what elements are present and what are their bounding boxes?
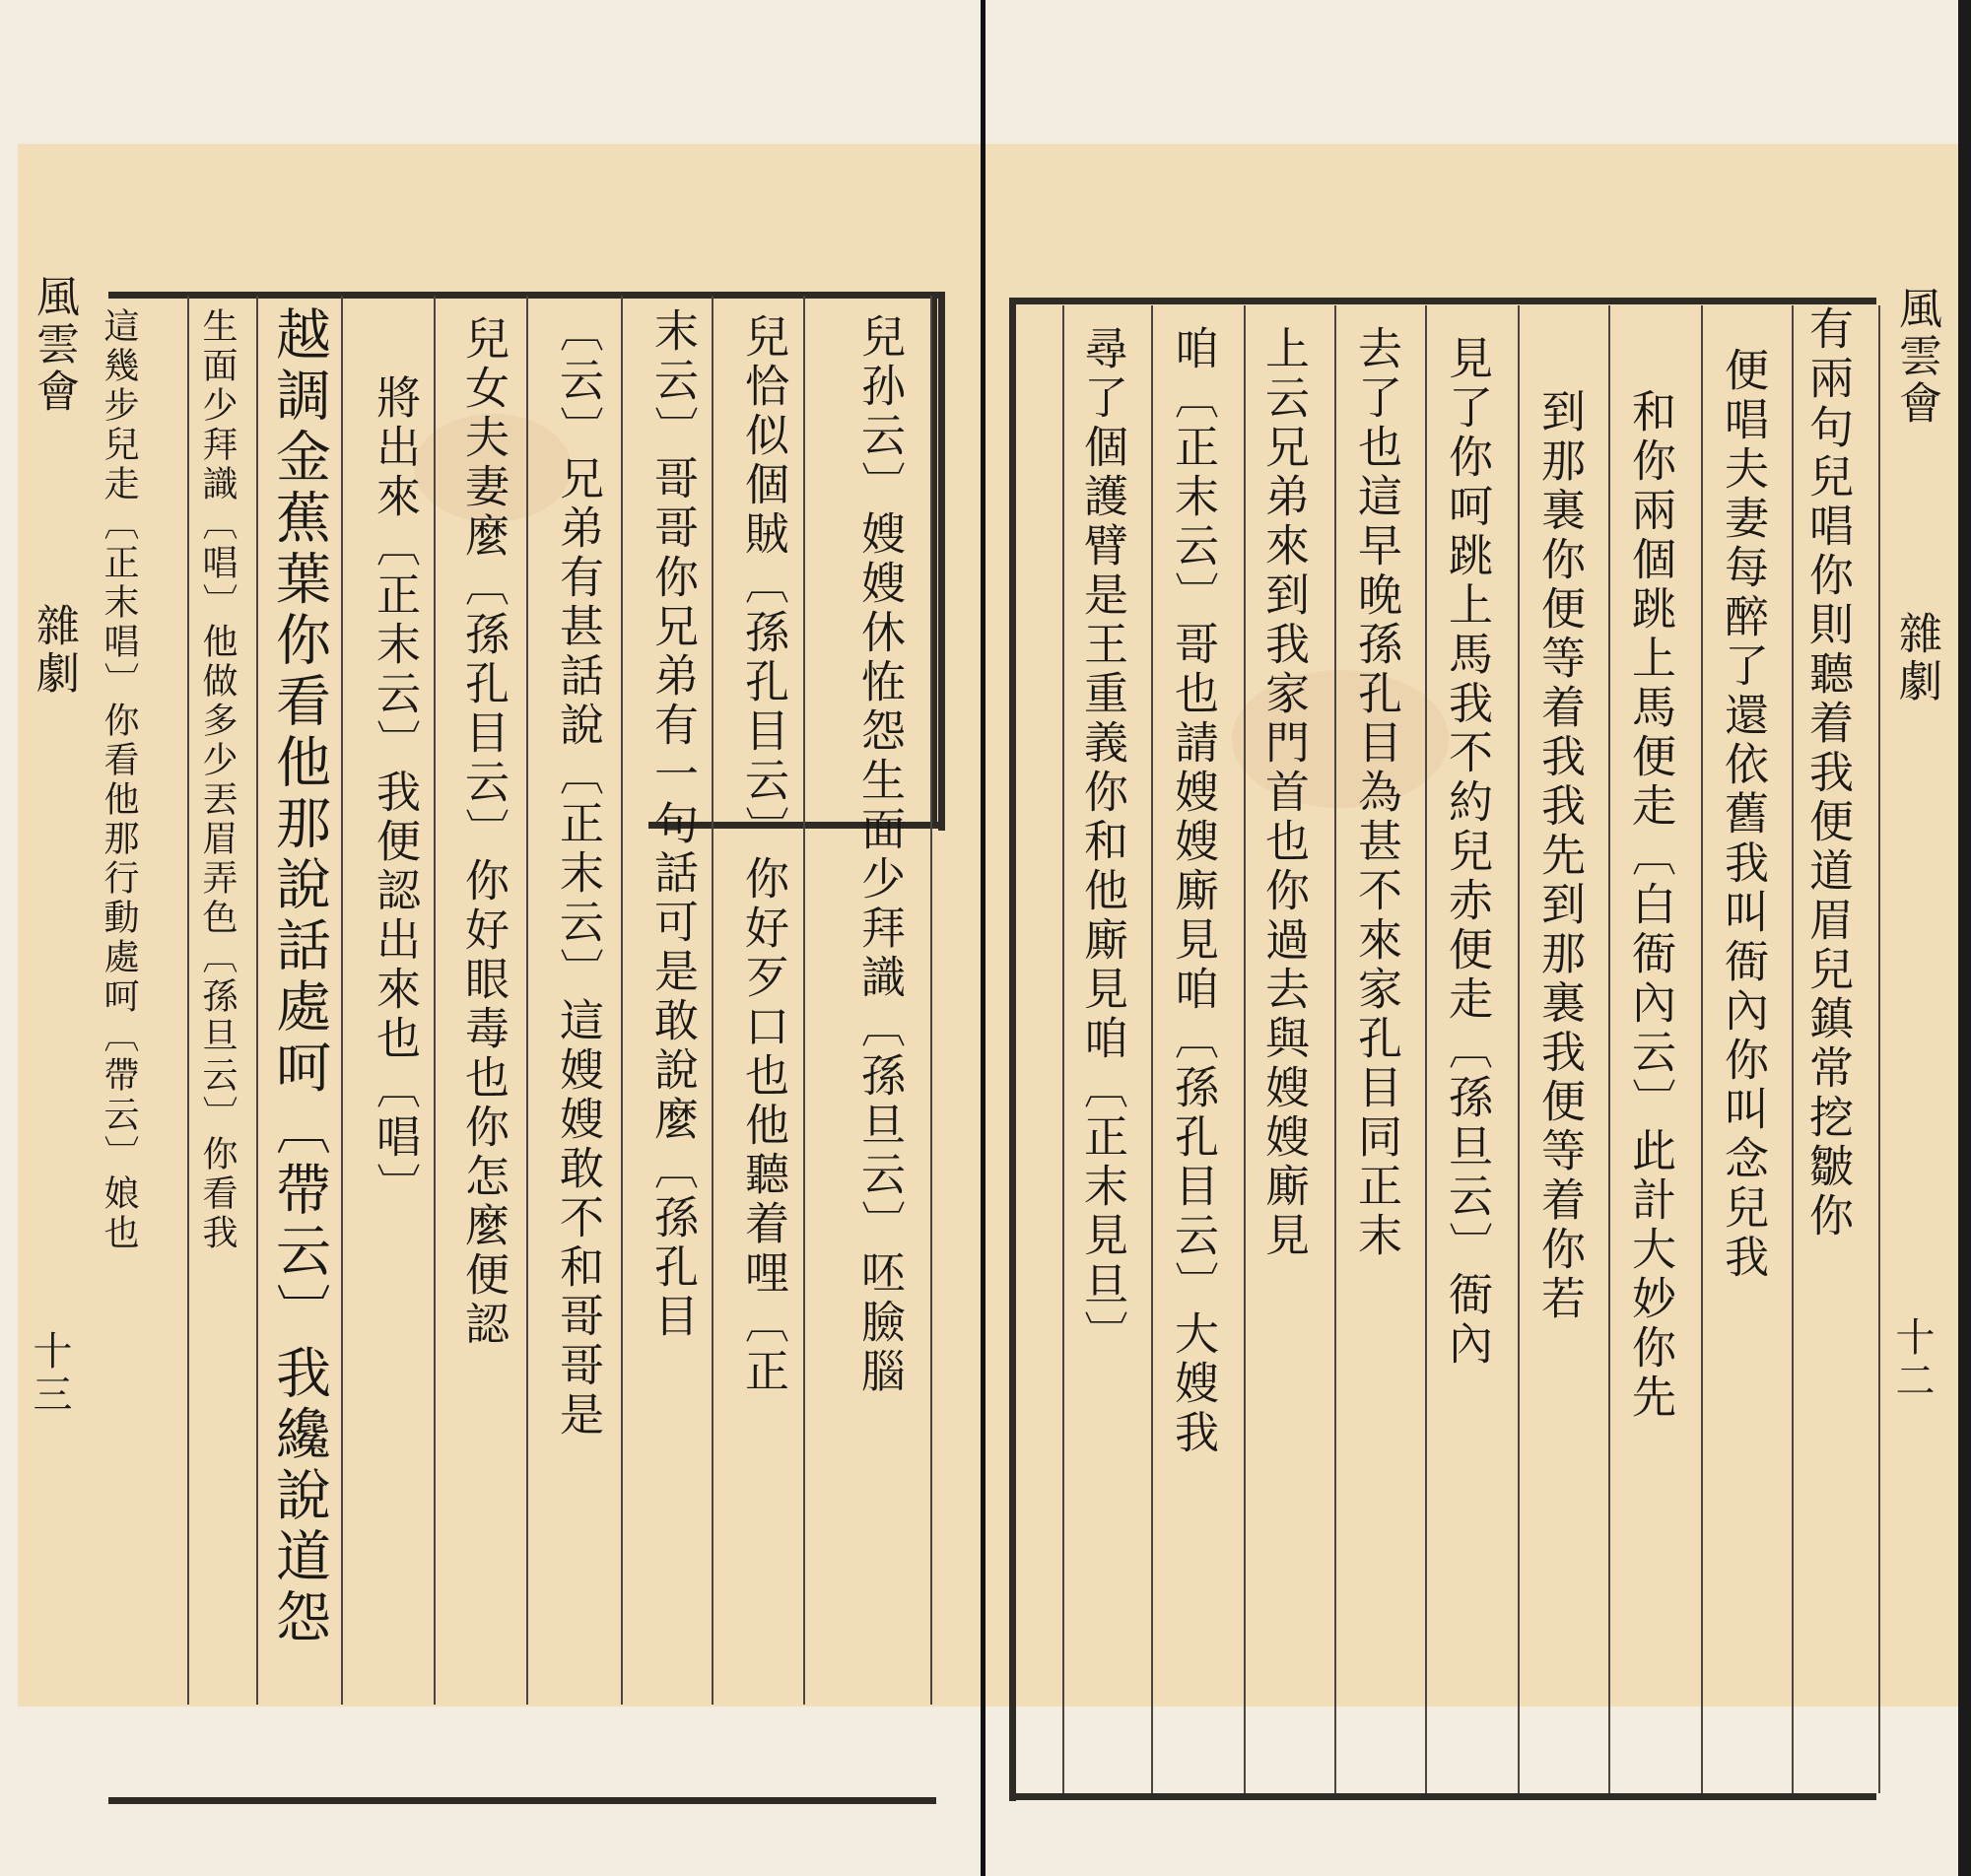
column-rule <box>1062 305 1064 1793</box>
left-folio-number: 十三 <box>27 1330 72 1417</box>
text-column-8: 兒恰似個賊〔孫孔目云〕你好歹口也他聽着哩〔正 <box>737 313 789 1397</box>
right-folio-number: 十二 <box>1889 1316 1935 1403</box>
text-column-4: 將出來〔正末云〕我便認出來也〔唱〕 <box>369 374 421 1212</box>
text-column-1: 這幾步兒走〔正末唱〕你看他那行動處呵〔帶云〕娘也 <box>99 307 139 1253</box>
text-column-5: 見了你呵跳上馬我不約兒赤便走〔孫旦云〕衙內 <box>1441 335 1493 1370</box>
column-rule <box>256 296 258 1705</box>
right-page <box>986 0 1958 1876</box>
text-column-8: 咱〔正末云〕哥也請嫂嫂廝見咱〔孫孔目云〕大嫂我 <box>1167 325 1219 1458</box>
right-margin-title: 風雲會 <box>1891 286 1941 428</box>
text-column-6: 〔云〕兄弟有甚話說〔正末云〕這嫂嫂敢不和哥哥是 <box>552 307 604 1440</box>
column-rule <box>434 296 436 1705</box>
column-rule <box>187 296 189 1705</box>
column-rule <box>341 296 343 1705</box>
column-rule <box>526 296 528 1705</box>
column-rule <box>1518 305 1520 1793</box>
text-column-6: 去了也這早晚孫孔目為甚不來家孔目同正末 <box>1350 325 1402 1261</box>
left-margin-title: 風雲會 <box>29 274 79 416</box>
text-column-9: 兒孙云〕嫂嫂休恠怨生面少拜識〔孫旦云〕呸臉腦 <box>853 313 906 1397</box>
text-column-2: 生面少拜識〔唱〕他做多少丟眉弄色〔孫旦云〕你看我 <box>197 307 238 1253</box>
text-column-3: 越調金蕉葉你看他那說話處呵〔帶云〕我纔說道怨 <box>267 305 331 1649</box>
column-rule <box>1608 305 1610 1793</box>
right-margin-chapter: 雜劇 <box>1891 611 1941 705</box>
column-rule <box>930 296 932 1705</box>
text-column-2: 便唱夫妻每醉了還依舊我叫衙內你叫念兒我 <box>1717 347 1769 1283</box>
column-rule <box>1425 305 1427 1793</box>
right-frame-bottom-rule <box>1009 1793 1876 1800</box>
column-rule <box>1151 305 1153 1793</box>
left-frame-right-border <box>930 292 945 824</box>
right-frame-left-rule <box>1009 298 1016 1801</box>
text-column-1: 有兩句兒唱你則聽着我便道眉兒鎮常挖皺你 <box>1801 305 1854 1241</box>
column-rule <box>712 296 714 1705</box>
text-column-7: 上云兄弟來到我家門首也你過去與嫂嫂廝見 <box>1257 325 1310 1261</box>
text-column-5: 兒女夫妻麼〔孫孔目云〕你好眼毒也你怎麼便認 <box>457 315 510 1350</box>
column-rule <box>803 296 805 1705</box>
column-rule <box>1792 305 1794 1793</box>
text-column-3: 和你兩個跳上馬便走〔白衙內云〕此計大妙你先 <box>1624 388 1676 1423</box>
column-rule <box>1701 305 1703 1793</box>
text-column-4: 到那裏你便等着我我先到那裏我便等着你若 <box>1533 388 1586 1324</box>
column-rule <box>1878 305 1880 1793</box>
left-page <box>0 0 981 1876</box>
left-margin-chapter: 雜劇 <box>29 603 79 698</box>
column-rule <box>1334 305 1336 1793</box>
column-rule <box>1244 305 1246 1793</box>
right-edge <box>1958 0 1971 1876</box>
column-rule <box>621 296 623 1705</box>
right-frame-top-rule <box>1009 298 1876 304</box>
text-column-7: 末云〕哥哥你兄弟有一句話可是敢說麼〔孫孔目 <box>646 307 699 1342</box>
left-frame-bottom-rule <box>108 1797 936 1804</box>
text-column-9: 尋了個護臂是王重義你和他廝見咱〔正末見旦〕 <box>1076 325 1128 1360</box>
